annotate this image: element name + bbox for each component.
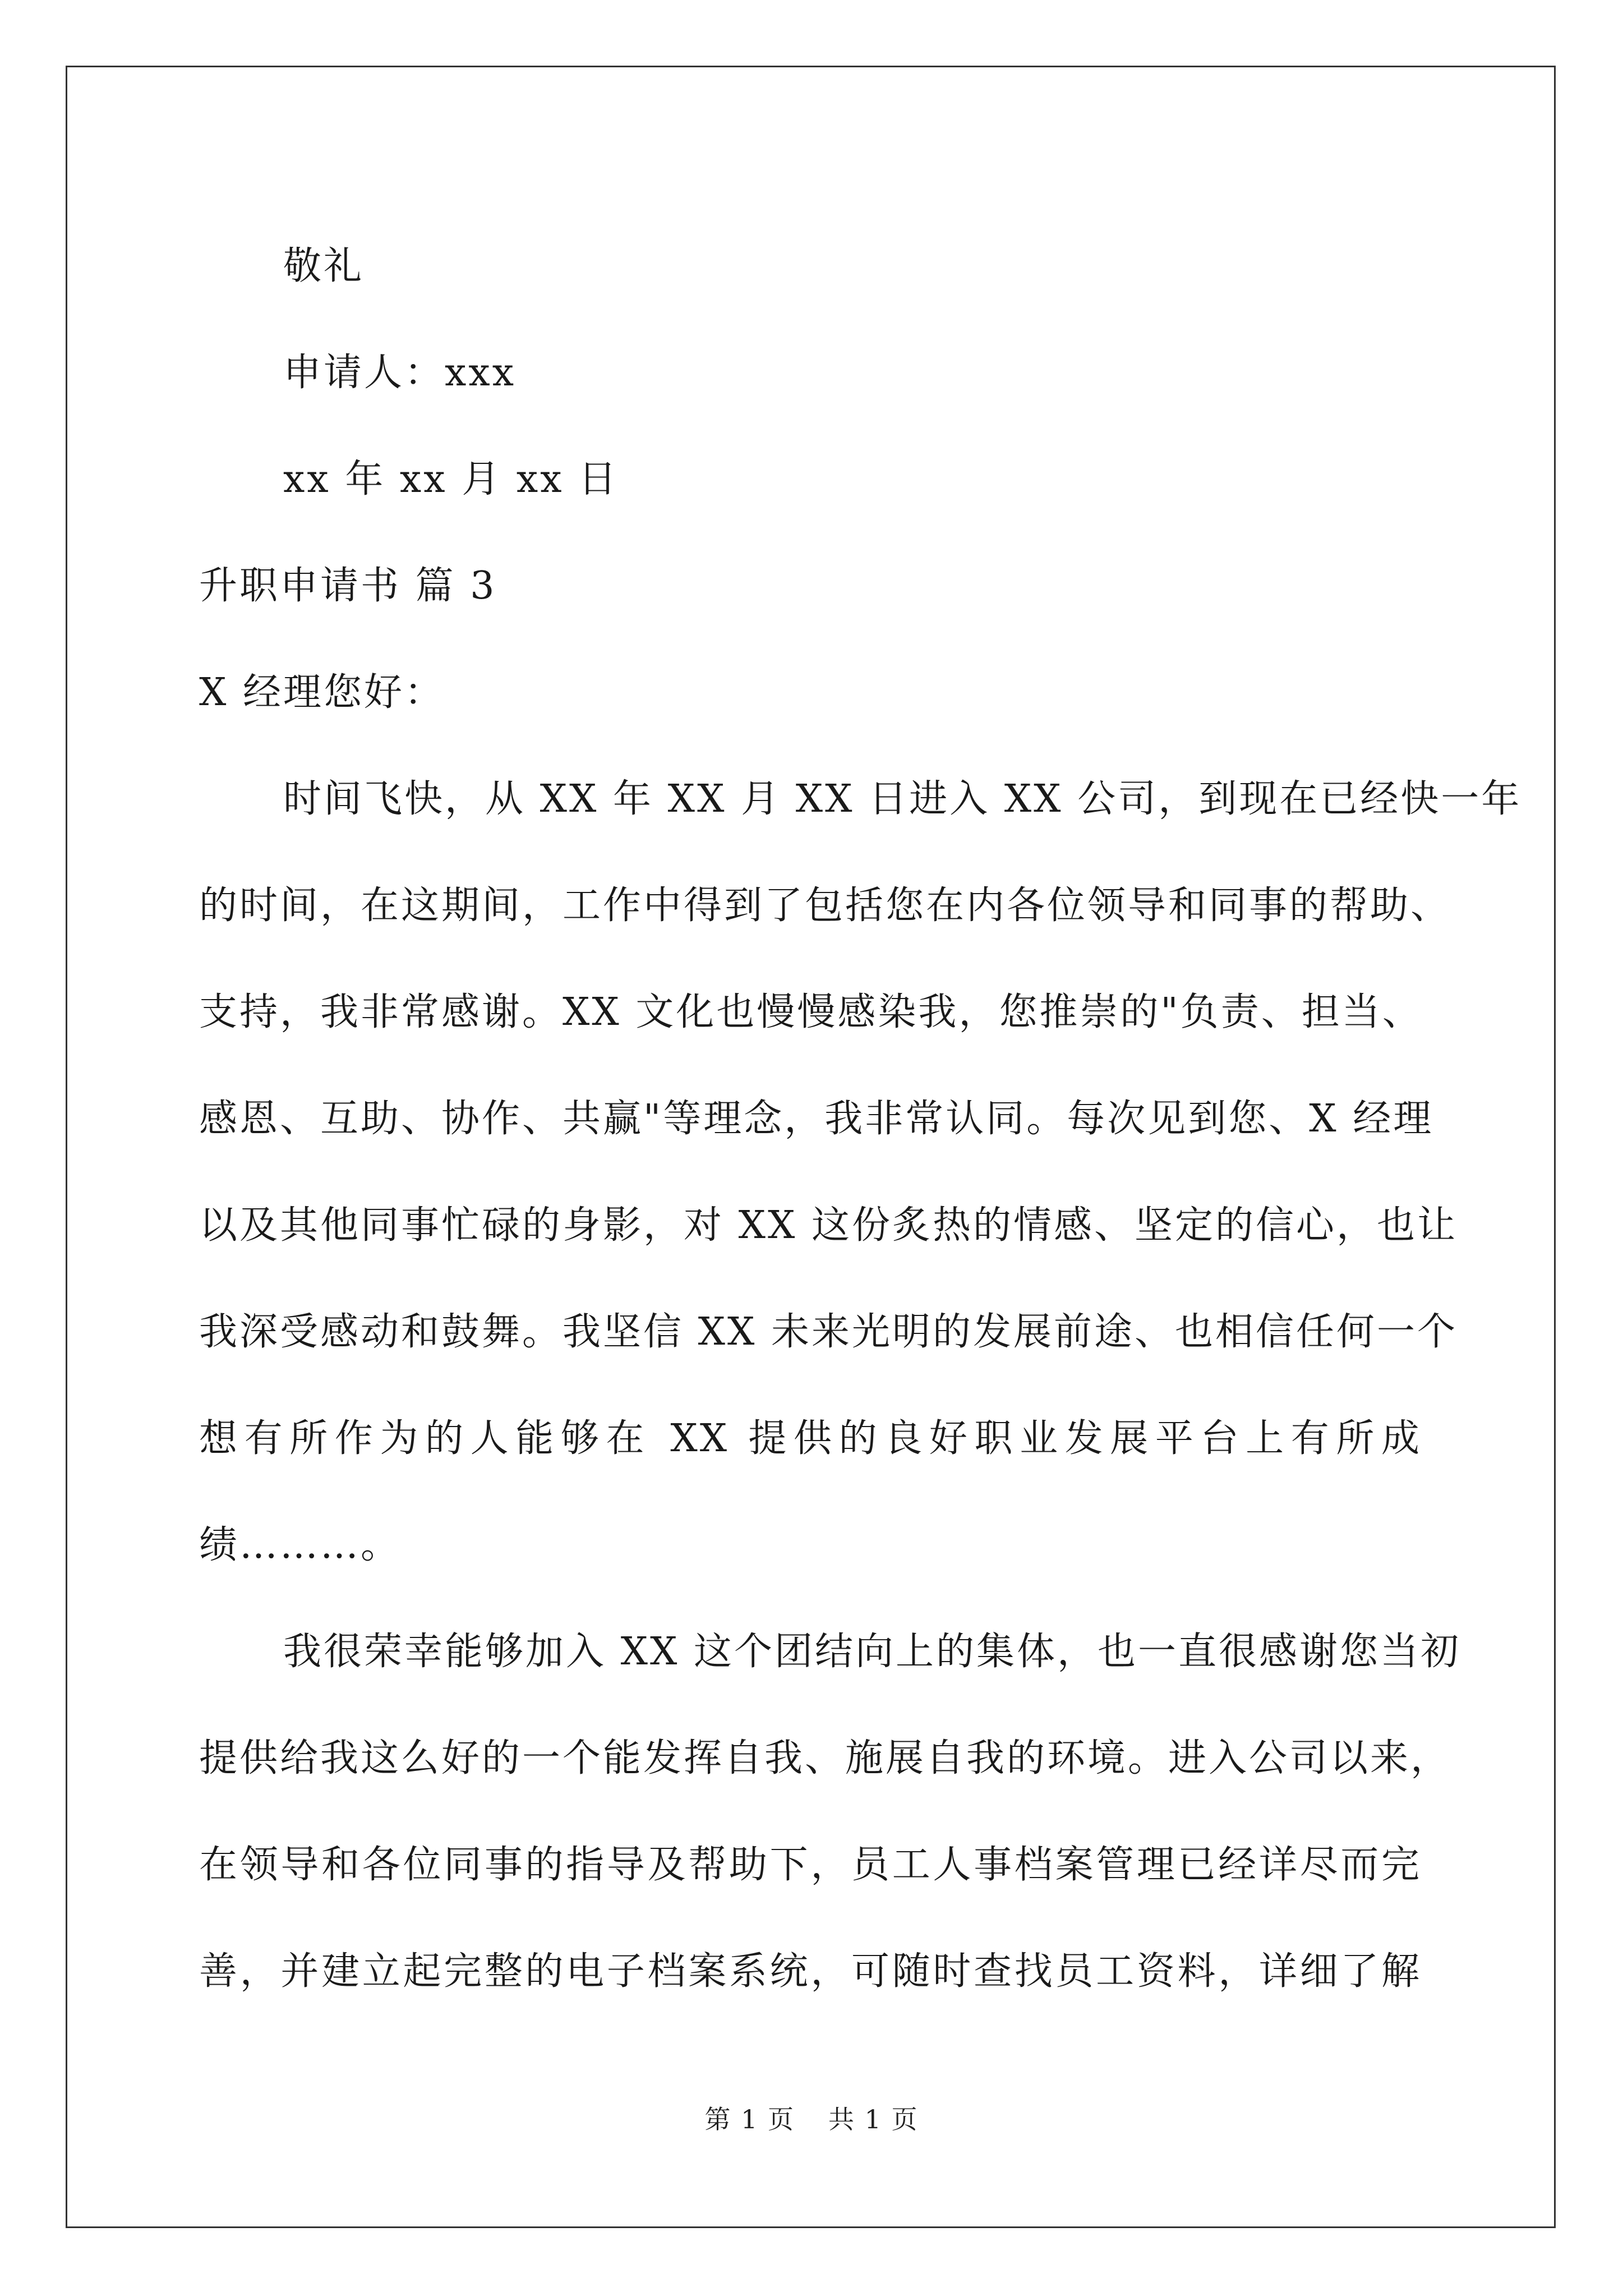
paragraph-row: 想有所作为的人能够在 XX 提供的良好职业发展平台上有所成 [199,1416,1422,1461]
date-line: xx 年 xx 月 xx 日 [283,457,619,501]
paragraph-row: 时间飞快，从 XX 年 XX 月 XX 日进入 XX 公司，到现在已经快一年 [283,777,1522,821]
document-body [199,213,1522,2025]
section-title: 升职申请书 篇 3 [199,564,497,608]
paragraph-row: 在领导和各位同事的指导及帮助下，员工人事档案管理已经详尽而完 [199,1843,1422,1887]
paragraph-2 [199,1599,1461,2025]
greeting: X 经理您好： [199,670,445,715]
page-total: 共 1 页 [828,2104,919,2134]
paragraph-1 [199,746,1522,1599]
paragraph-row: 支持，我非常感谢。XX 文化也慢慢感染我，您推崇的"负责、担当、 [199,990,1423,1034]
paragraph-row: 以及其他同事忙碌的身影，对 XX 这份炙热的情感、坚定的信心，也让 [199,1203,1458,1248]
paragraph-row: 我深受感动和鼓舞。我坚信 XX 未来光明的发展前途、也相信任何一个 [199,1310,1458,1354]
closing-salute: 敬礼 [283,244,365,288]
paragraph-row: 我很荣幸能够加入 XX 这个团结向上的集体，也一直很感谢您当初 [283,1630,1461,1674]
paragraph-row: 感恩、互助、协作、共赢"等理念，我非常认同。每次见到您、X 经理 [199,1097,1434,1141]
paragraph-row: 的时间，在这期间，工作中得到了包括您在内各位领导和同事的帮助、 [199,884,1451,928]
paragraph-row: 善，并建立起完整的电子档案系统，可随时查找员工资料，详细了解 [199,1949,1422,1994]
page-footer [0,2099,1623,2136]
paragraph-row: 绩………。 [199,1523,402,1567]
paragraph-row: 提供给我这么好的一个能发挥自我、施展自我的环境。进入公司以来， [199,1736,1451,1780]
page-number: 第 1 页 [704,2104,795,2134]
applicant-line: 申请人：xxx [283,351,517,395]
